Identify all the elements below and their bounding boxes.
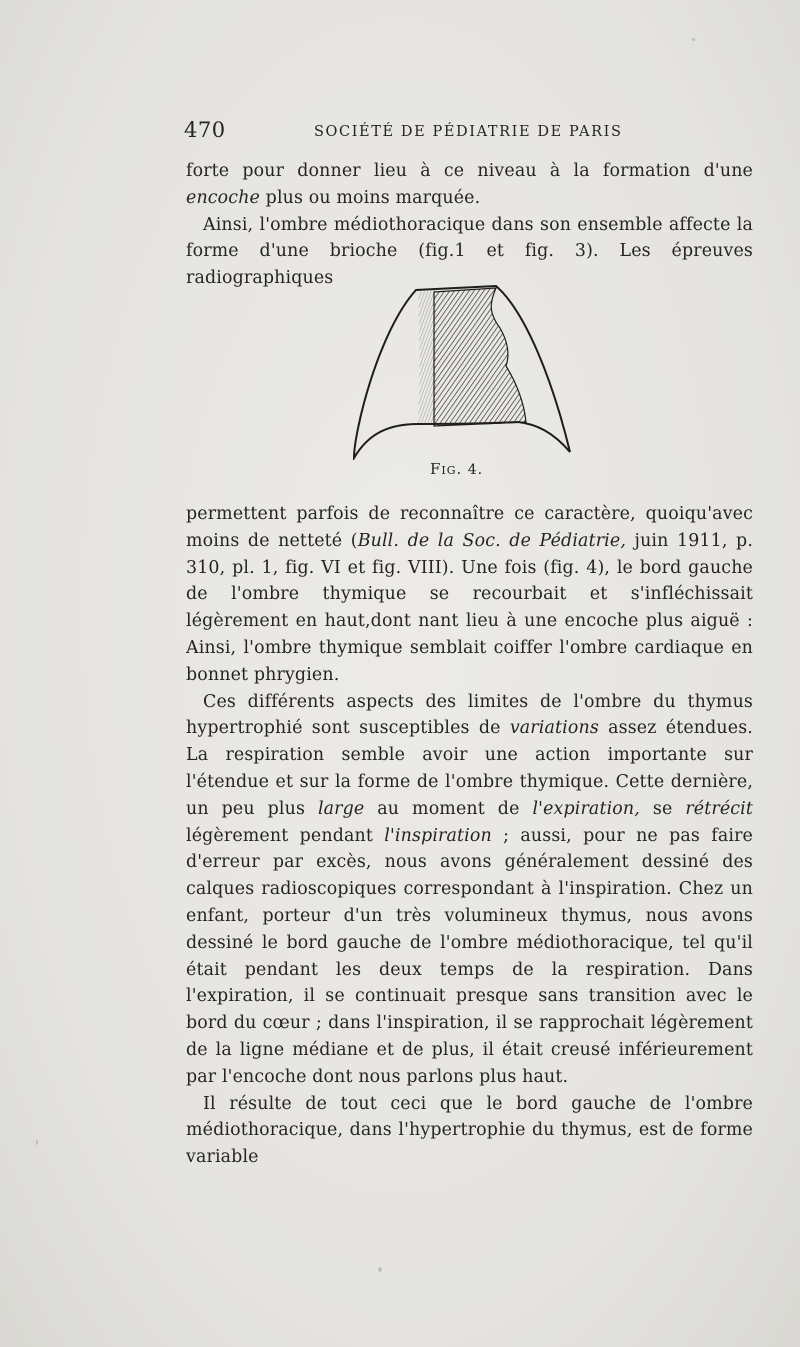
italic-text: Bull. de la Soc. de Pédiatrie, (357, 530, 627, 551)
paragraph (186, 689, 753, 1091)
page-number: 470 (184, 118, 226, 142)
text-run: se (639, 798, 686, 819)
text-run: plus ou moins marquée. (259, 187, 481, 208)
ink-speck (378, 1267, 382, 1272)
italic-text: variations (509, 718, 599, 739)
paragraph (186, 212, 753, 292)
text-run: forte pour donner lieu à ce niveau à la formation d'une (186, 161, 753, 181)
text-run: juin 1911, p. 310, pl. 1, fig. VI et fig. VIII). Une fois (fig. 4), le bord gauche de l'ombre thymique se recourbait et s'infléchissait légèrement en haut,dont nant lieu à une encoche plus aiguë : Ainsi, l'ombre thymique semblait coiffer l'ombre cardiaque en bonnet phrygien. (186, 530, 753, 685)
figure-caption-number: 4. (467, 462, 484, 478)
text-run: Il résulte de tout ceci que le bord gauche de l'ombre médiothoracique, dans l'hypertrophie du thymus, est de forme variable (186, 1093, 753, 1168)
text-run: permettent parfois de reconnaître ce caractère, quoiqu'avec moins de netteté ( (186, 504, 753, 551)
ink-speck (692, 38, 695, 41)
italic-text: l'expiration, (532, 798, 640, 819)
paragraph (186, 1091, 753, 1171)
median-shadow (434, 288, 526, 426)
ink-speck (36, 1140, 38, 1145)
figure-caption (430, 460, 483, 478)
italic-text: l'inspiration (384, 825, 492, 846)
text-block-top (186, 158, 753, 292)
text-block-bottom (186, 501, 753, 1171)
text-run: au moment de (364, 798, 533, 819)
text-run: ; aussi, pour ne pas faire d'erreur par excès, nous avons généralement dessiné des calques radioscopiques correspondant à l'inspiration. Chez un enfant, porteur d'un très volumineux thymus, nous avons dessiné le bord gauche de l'ombre médiothoracique, tel qu'il était pendant les deux temps de la respiration. Dans l'expiration, il se continuait presque sans transition avec le bord du cœur ; dans l'inspiration, il se rapprochait légèrement de la ligne médiane et de plus, il était creusé inférieurement par l'encoche dont nous parlons plus haut. (186, 825, 753, 1087)
italic-text: encoche (186, 187, 260, 208)
figure-4-diagram (348, 282, 580, 460)
italic-text: rétrécit (685, 798, 754, 819)
paragraph (186, 501, 753, 689)
text-run: légèrement pendant (186, 825, 385, 846)
italic-text: large (317, 798, 365, 819)
running-head (184, 118, 754, 148)
figure-caption-prefix: Fig. (430, 460, 463, 478)
text-run: Ces différents aspects des limites de l'ombre du thymus hypertrophié sont susceptibles de (186, 691, 753, 739)
paragraph (186, 158, 753, 212)
journal-title: SOCIÉTÉ DE PÉDIATRIE DE PARIS (314, 124, 623, 140)
text-run: Ainsi, l'ombre médiothoracique dans son ensemble affecte la forme d'une brioche (fig.1 et fig. 3). Les épreuves radiographiques (186, 214, 753, 289)
left-shadow-band (418, 290, 436, 424)
text-run: assez étendues. La respiration semble avoir une action importante sur l'étendue et sur la forme de l'ombre thymique. Cette dernière, un peu plus (186, 718, 753, 819)
thymus-shadow-drawing (348, 282, 580, 460)
